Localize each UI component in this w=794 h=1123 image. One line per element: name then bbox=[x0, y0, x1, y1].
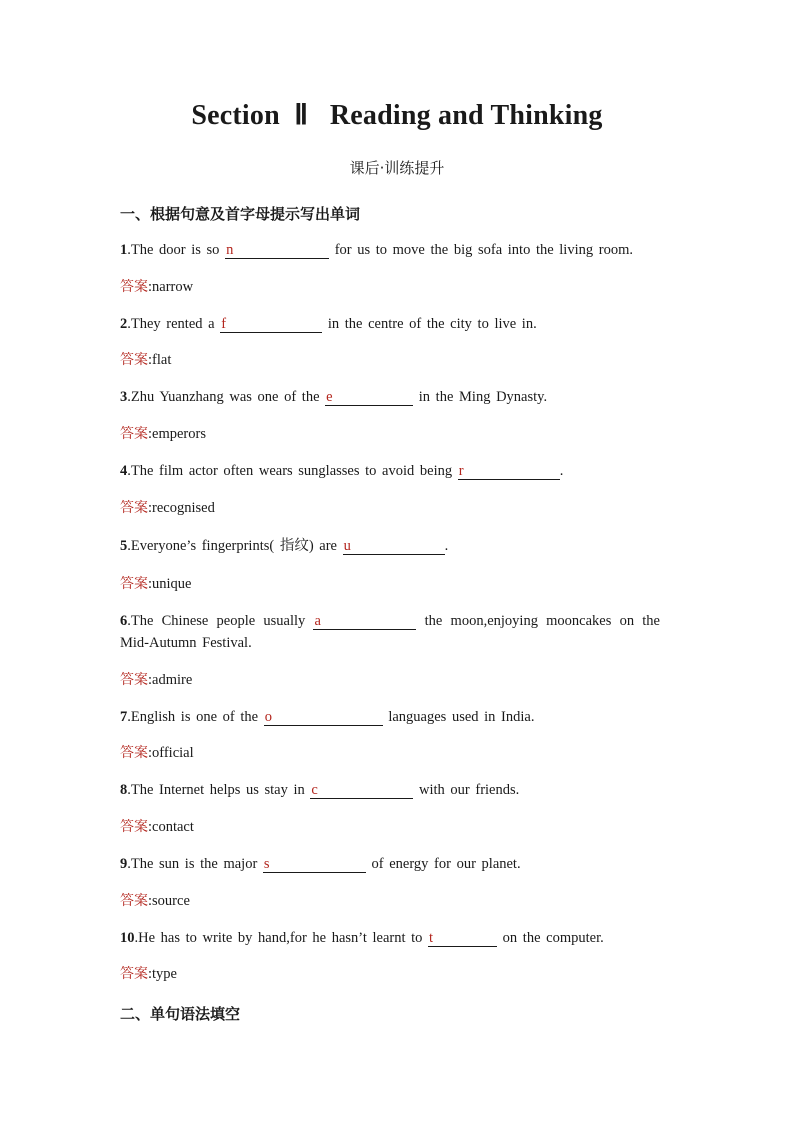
page-title: Section Ⅱ Reading and Thinking bbox=[191, 100, 603, 131]
question-3 bbox=[120, 386, 660, 408]
answer-blank[interactable]: r bbox=[458, 463, 560, 480]
answer-label: 答案 bbox=[120, 745, 148, 761]
answer-4: 答案:recognised bbox=[120, 500, 215, 516]
answer-text: contact bbox=[152, 819, 194, 835]
question-text-before: .They rented a bbox=[127, 316, 221, 332]
question-number: 3 bbox=[120, 389, 128, 405]
question-number: 7 bbox=[120, 709, 128, 725]
section-heading-2: 二、单句语法填空 bbox=[120, 1005, 241, 1023]
answer-text: emperors bbox=[152, 426, 206, 442]
question-2 bbox=[120, 313, 660, 335]
question-text-after: in the centre of the city to live in. bbox=[322, 316, 537, 332]
answer-text: narrow bbox=[152, 279, 194, 295]
answer-label: 答案 bbox=[120, 966, 148, 982]
answer-blank[interactable]: n bbox=[225, 242, 329, 259]
question-5 bbox=[120, 535, 660, 557]
question-number: 6 bbox=[120, 613, 128, 629]
answer-label: 答案 bbox=[120, 672, 148, 688]
answer-2: 答案:flat bbox=[120, 352, 172, 368]
answer-label: 答案 bbox=[120, 279, 148, 295]
question-text-before: .The Internet helps us stay in bbox=[127, 782, 311, 798]
answer-blank[interactable]: f bbox=[220, 316, 322, 333]
answer-8: 答案:contact bbox=[120, 819, 194, 835]
question-number: 1 bbox=[120, 242, 128, 258]
answer-label: 答案 bbox=[120, 893, 148, 909]
question-4 bbox=[120, 460, 660, 482]
question-text-before: .The film actor often wears sunglasses to avoid being bbox=[127, 463, 458, 479]
answer-text: type bbox=[152, 966, 177, 982]
answer-blank[interactable]: a bbox=[313, 613, 416, 630]
question-text-after: in the Ming Dynasty. bbox=[413, 389, 548, 405]
answer-label: 答案 bbox=[120, 352, 148, 368]
answer-7: 答案:official bbox=[120, 745, 194, 761]
question-8 bbox=[120, 779, 660, 801]
answer-text: flat bbox=[152, 352, 172, 368]
question-text-before: .The Chinese people usually bbox=[127, 613, 314, 629]
question-number: 10 bbox=[120, 930, 135, 946]
answer-text: unique bbox=[152, 576, 192, 592]
question-text-before: .English is one of the bbox=[127, 709, 264, 725]
question-number: 8 bbox=[120, 782, 128, 798]
answer-label: 答案 bbox=[120, 819, 148, 835]
answer-label: 答案 bbox=[120, 576, 148, 592]
answer-9: 答案:source bbox=[120, 893, 190, 909]
question-text-after: . bbox=[559, 463, 564, 479]
answer-1: 答案:narrow bbox=[120, 279, 194, 295]
question-number: 4 bbox=[120, 463, 128, 479]
answer-blank[interactable]: t bbox=[428, 930, 497, 947]
answer-blank[interactable]: e bbox=[325, 389, 413, 406]
question-text-after: with our friends. bbox=[413, 782, 520, 798]
question-number: 2 bbox=[120, 316, 128, 332]
question-number: 9 bbox=[120, 856, 128, 872]
answer-blank[interactable]: s bbox=[263, 856, 366, 873]
question-text-after: of energy for our planet. bbox=[365, 856, 521, 872]
section-heading-1: 一、根据句意及首字母提示写出单词 bbox=[120, 205, 361, 223]
answer-6: 答案:admire bbox=[120, 672, 193, 688]
question-10 bbox=[120, 927, 660, 949]
question-text-before: .The sun is the major bbox=[127, 856, 263, 872]
question-6 bbox=[120, 610, 660, 654]
question-text-after: on the computer. bbox=[497, 930, 604, 946]
question-7 bbox=[120, 706, 660, 728]
question-text-before: .He has to write by hand,for he hasn’t learnt to bbox=[134, 930, 429, 946]
answer-blank[interactable]: c bbox=[310, 782, 413, 799]
answer-text: official bbox=[152, 745, 194, 761]
answer-text: admire bbox=[152, 672, 193, 688]
question-text-before: .Everyone’s fingerprints( 指纹) are bbox=[127, 538, 343, 554]
question-1 bbox=[120, 239, 660, 261]
question-9 bbox=[120, 853, 660, 875]
answer-3: 答案:emperors bbox=[120, 426, 206, 442]
question-number: 5 bbox=[120, 538, 128, 554]
question-text-after: . bbox=[444, 538, 449, 554]
answer-label: 答案 bbox=[120, 500, 148, 516]
answer-blank[interactable]: u bbox=[343, 538, 445, 555]
question-text-after: for us to move the big sofa into the living room. bbox=[329, 242, 633, 258]
answer-text: recognised bbox=[152, 500, 215, 516]
answer-5: 答案:unique bbox=[120, 576, 192, 592]
answer-label: 答案 bbox=[120, 426, 148, 442]
question-text-after: the moon,enjoying mooncakes on the Mid-Autumn Festival. bbox=[120, 613, 660, 651]
question-text-after: languages used in India. bbox=[382, 709, 535, 725]
question-text-before: .Zhu Yuanzhang was one of the bbox=[127, 389, 326, 405]
question-text-before: .The door is so bbox=[127, 242, 226, 258]
answer-blank[interactable]: o bbox=[264, 709, 383, 726]
page-subtitle: 课后·训练提升 bbox=[349, 159, 445, 177]
answer-text: source bbox=[152, 893, 190, 909]
answer-10: 答案:type bbox=[120, 966, 177, 982]
